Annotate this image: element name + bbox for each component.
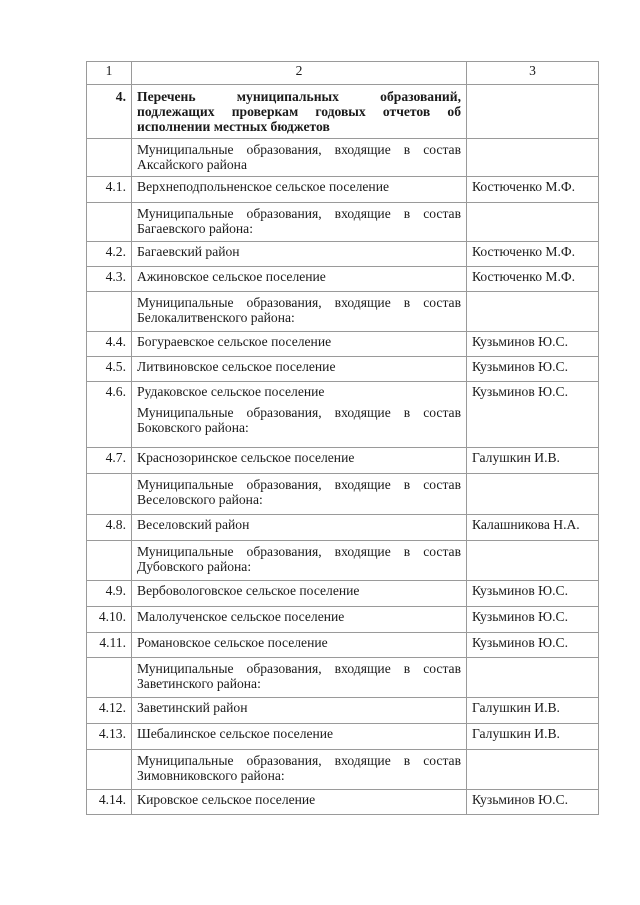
row-number: 4.5. [87,357,132,382]
table-row [87,698,599,724]
table-row [87,448,599,474]
row-number: 4.3. [87,267,132,292]
header-col3: 3 [467,62,599,85]
row-name: Богураевское сельское поселение [132,332,467,357]
section-row [87,85,599,139]
row-responsible: Галушкин И.В. [467,724,599,750]
row-name: Литвиновское сельское поселение [132,357,467,382]
group-row [87,750,599,790]
row-responsible: Кузьминов Ю.С. [467,382,599,448]
table-row [87,633,599,658]
row-responsible: Кузьминов Ю.С. [467,357,599,382]
row-name: Заветинский район [132,698,467,724]
group-label: Муниципальные образования, входящие в состав Багаевского района: [132,203,467,242]
table-row [87,267,599,292]
table-row [87,581,599,607]
table-row [87,790,599,815]
row-number: 4.11. [87,633,132,658]
row-number: 4.9. [87,581,132,607]
row-responsible: Костюченко М.Ф. [467,242,599,267]
section-title: Перечень муниципальных образований, подлежащих проверкам годовых отчетов об исполнении местных бюджетов [132,85,467,139]
group-row [87,474,599,515]
row-name: Романовское сельское поселение [132,633,467,658]
row-responsible: Кузьминов Ю.С. [467,607,599,633]
audit-plan-table [86,61,599,815]
row-name-with-group [132,382,467,448]
empty-cell [467,85,599,139]
row-name: Кировское сельское поселение [132,790,467,815]
row-responsible: Галушкин И.В. [467,448,599,474]
row-responsible: Кузьминов Ю.С. [467,790,599,815]
header-col2: 2 [132,62,467,85]
row-number: 4.4. [87,332,132,357]
row-responsible: Кузьминов Ю.С. [467,332,599,357]
table-row [87,242,599,267]
row-number: 4.2. [87,242,132,267]
row-name: Краснозоринское сельское поселение [132,448,467,474]
group-label: Муниципальные образования, входящие в состав Зимовниковского района: [132,750,467,790]
row-responsible: Кузьминов Ю.С. [467,633,599,658]
table-row [87,177,599,203]
row-name: Ажиновское сельское поселение [132,267,467,292]
row-number: 4.6. [87,382,132,448]
group-label: Муниципальные образования, входящие в состав Боковского района: [137,405,461,435]
group-label: Муниципальные образования, входящие в состав Заветинского района: [132,658,467,698]
group-row [87,658,599,698]
row-number: 4.13. [87,724,132,750]
row-number: 4.12. [87,698,132,724]
row-name: Веселовский район [132,515,467,541]
row-name: Рудаковское сельское поселение [137,384,325,399]
row-name: Шебалинское сельское поселение [132,724,467,750]
group-row [87,139,599,177]
group-label: Муниципальные образования, входящие в состав Белокалитвенского района: [132,292,467,332]
row-name: Малолученское сельское поселение [132,607,467,633]
group-row [87,292,599,332]
group-label: Муниципальные образования, входящие в состав Веселовского района: [132,474,467,515]
row-name: Верхнеподпольненское сельское поселение [132,177,467,203]
row-number: 4.7. [87,448,132,474]
group-label: Муниципальные образования, входящие в состав Аксайского района [132,139,467,177]
row-responsible: Костюченко М.Ф. [467,267,599,292]
row-name: Багаевский район [132,242,467,267]
row-number: 4.8. [87,515,132,541]
row-responsible: Калашникова Н.А. [467,515,599,541]
header-col1: 1 [87,62,132,85]
table-row [87,332,599,357]
section-number: 4. [87,85,132,139]
row-number: 4.14. [87,790,132,815]
group-row [87,541,599,581]
row-responsible: Костюченко М.Ф. [467,177,599,203]
group-label: Муниципальные образования, входящие в состав Дубовского района: [132,541,467,581]
row-responsible: Галушкин И.В. [467,698,599,724]
table-row [87,382,599,448]
table-row [87,357,599,382]
row-number: 4.1. [87,177,132,203]
header-row [87,62,599,85]
table-row [87,724,599,750]
row-responsible: Кузьминов Ю.С. [467,581,599,607]
group-row [87,203,599,242]
table-row [87,607,599,633]
table-row [87,515,599,541]
row-number: 4.10. [87,607,132,633]
row-name: Вербовологовское сельское поселение [132,581,467,607]
